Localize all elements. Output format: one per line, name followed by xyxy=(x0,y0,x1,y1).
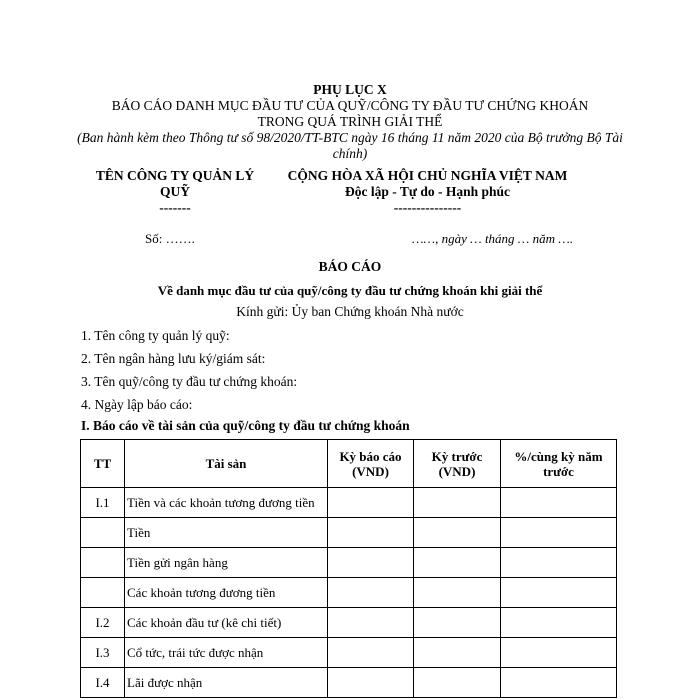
row-pct-value xyxy=(501,488,617,518)
row-asset: Các khoản đầu tư (kê chi tiết) xyxy=(125,608,328,638)
row-tt: I.1 xyxy=(81,488,125,518)
row-tt: I.4 xyxy=(81,668,125,698)
table-row xyxy=(81,638,617,668)
header-asset: Tài sản xyxy=(125,440,328,488)
row-previous-value xyxy=(414,578,501,608)
header-tt: TT xyxy=(81,440,125,488)
header-pct-line1: %/cùng kỳ năm xyxy=(514,448,603,464)
national-header xyxy=(265,168,590,216)
row-tt xyxy=(81,548,125,578)
table-row xyxy=(81,668,617,698)
row-current-value xyxy=(328,638,414,668)
appendix-label: PHỤ LỤC X xyxy=(313,82,387,97)
national-motto: Độc lập - Tự do - Hạnh phúc xyxy=(344,184,511,199)
row-asset: Tiền gửi ngân hàng xyxy=(125,548,328,578)
row-pct-value xyxy=(501,518,617,548)
row-tt: I.3 xyxy=(81,638,125,668)
row-previous-value xyxy=(414,548,501,578)
company-name-line2: QUỸ xyxy=(160,184,190,199)
report-title: BÁO CÁO xyxy=(318,259,382,274)
row-tt xyxy=(81,578,125,608)
document-number: Số: ……. xyxy=(145,231,195,246)
national-divider: --------------- xyxy=(393,200,462,215)
row-asset: Tiền và các khoản tương đương tiền xyxy=(125,488,328,518)
appendix-title-block xyxy=(70,82,630,162)
table-row xyxy=(81,578,617,608)
table-header-row xyxy=(81,440,617,488)
company-header xyxy=(82,168,268,216)
row-asset: Cổ tức, trái tức được nhận xyxy=(125,638,328,668)
header-current-period xyxy=(328,440,414,488)
appendix-title-line2: TRONG QUÁ TRÌNH GIẢI THỂ xyxy=(257,114,443,129)
report-addressee: Kính gửi: Ủy ban Chứng khoán Nhà nước xyxy=(236,304,464,319)
row-pct-value xyxy=(501,668,617,698)
row-pct-value xyxy=(501,578,617,608)
row-previous-value xyxy=(414,608,501,638)
header-current-line2: (VND) xyxy=(352,463,389,479)
field-report-date: 4. Ngày lập báo cáo: xyxy=(81,397,193,412)
report-subtitle: Về danh mục đầu tư của quỹ/công ty đầu tư chứng khoán khi giải thể xyxy=(157,283,543,298)
header-previous-line1: Kỳ trước xyxy=(431,448,483,464)
header-pct-change xyxy=(501,440,617,488)
field-fund-name: 3. Tên quỹ/công ty đầu tư chứng khoán: xyxy=(81,374,298,389)
appendix-note: (Ban hành kèm theo Thông tư số 98/2020/TT-BTC ngày 16 tháng 11 năm 2020 của Bộ trưởng Bộ Tài chính) xyxy=(77,130,623,161)
row-asset: Các khoản tương đương tiền xyxy=(125,578,328,608)
row-previous-value xyxy=(414,518,501,548)
row-previous-value xyxy=(414,638,501,668)
field-management-company: 1. Tên công ty quản lý quỹ: xyxy=(81,328,230,343)
header-current-line1: Kỳ báo cáo xyxy=(339,448,402,464)
section-title: I. Báo cáo về tài sản của quỹ/công ty đầu tư chứng khoán xyxy=(81,418,410,433)
row-tt xyxy=(81,518,125,548)
header-pct-line2: trước xyxy=(543,463,574,479)
row-previous-value xyxy=(414,668,501,698)
row-pct-value xyxy=(501,548,617,578)
header-previous-line2: (VND) xyxy=(438,463,476,479)
table-row xyxy=(81,488,617,518)
field-custodian-bank: 2. Tên ngân hàng lưu ký/giám sát: xyxy=(81,351,266,366)
row-tt: I.2 xyxy=(81,608,125,638)
appendix-title-line1: BÁO CÁO DANH MỤC ĐẦU TƯ CỦA QUỸ/CÔNG TY ĐẦU TƯ CHỨNG KHOÁN xyxy=(111,98,589,113)
document-date: ……, ngày … tháng … năm …. xyxy=(412,231,574,246)
national-title: CỘNG HÒA XÃ HỘI CHỦ NGHĨA VIỆT NAM xyxy=(287,168,568,183)
header-previous-period xyxy=(414,440,501,488)
row-current-value xyxy=(328,548,414,578)
row-pct-value xyxy=(501,638,617,668)
company-divider: ------- xyxy=(159,200,191,215)
row-previous-value xyxy=(414,488,501,518)
row-current-value xyxy=(328,668,414,698)
row-current-value xyxy=(328,608,414,638)
row-asset: Lãi được nhận xyxy=(125,668,328,698)
table-row xyxy=(81,548,617,578)
row-current-value xyxy=(328,518,414,548)
row-asset: Tiền xyxy=(125,518,328,548)
company-name-line1: TÊN CÔNG TY QUẢN LÝ xyxy=(95,168,255,183)
table-row xyxy=(81,518,617,548)
row-current-value xyxy=(328,578,414,608)
row-current-value xyxy=(328,488,414,518)
assets-table xyxy=(80,439,617,698)
row-pct-value xyxy=(501,608,617,638)
table-row xyxy=(81,608,617,638)
